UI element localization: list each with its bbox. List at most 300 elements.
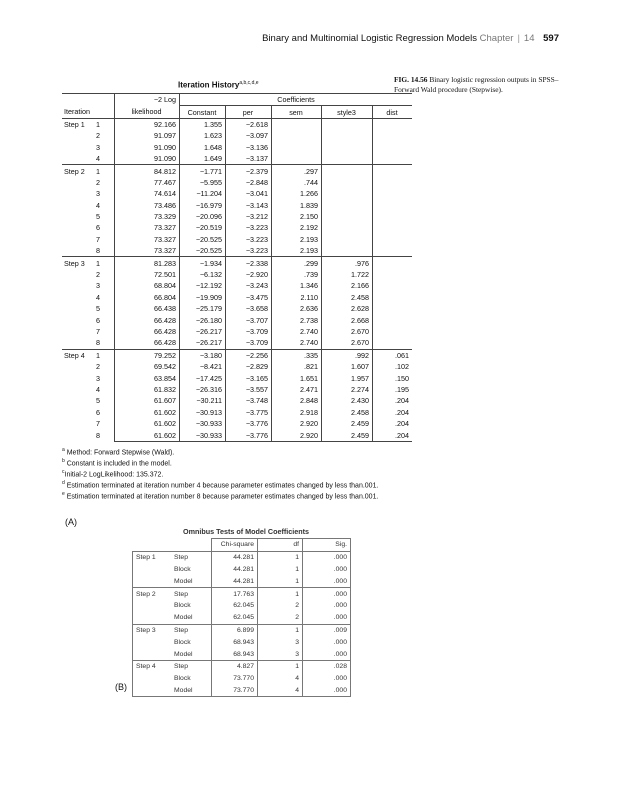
table-cell: 68.943 [212,648,258,660]
table-cell [373,188,413,199]
table-cell [272,142,322,153]
header-chapter-label: Chapter [479,33,514,44]
table-cell: 69.542 [115,361,180,372]
table-cell [322,211,373,222]
panel-label-a: (A) [65,517,77,527]
table-cell: .000 [303,648,351,660]
table-cell [373,177,413,188]
table-cell: 73.327 [115,234,180,245]
step-spacer [62,326,115,337]
step-spacer [62,153,115,165]
table-cell: −26.316 [180,384,226,395]
table-cell: −1.771 [180,165,226,177]
table-cell [322,177,373,188]
table-cell: −3.775 [226,407,272,418]
table-cell: −30.933 [180,429,226,441]
table-cell: 1.266 [272,188,322,199]
table-cell: −12.192 [180,280,226,291]
table-cell [373,118,413,130]
footnote-text: Constant is included in the model. [64,460,172,468]
table-cell [322,153,373,165]
step-label: Step 3 [133,624,172,636]
table-cell [322,130,373,141]
table-cell: 84.812 [115,165,180,177]
table-row [62,188,412,199]
table-cell: −3.097 [226,130,272,141]
table-cell: 1.722 [322,269,373,280]
page-number: 597 [543,33,559,44]
table-row [62,372,412,383]
table-cell: 66.428 [115,326,180,337]
table-cell: 66.428 [115,314,180,325]
table-cell: 91.097 [115,130,180,141]
footnote-text: Method: Forward Stepwise (Wald). [64,449,175,457]
table-cell [322,118,373,130]
table-cell: 3 [258,636,303,648]
table-cell: 2.274 [322,384,373,395]
table-cell: 66.428 [115,337,180,349]
table-cell: 61.602 [115,407,180,418]
table-cell: 1.957 [322,372,373,383]
table-cell [322,142,373,153]
iteration-number: 1 [96,350,100,360]
table-cell: 1 [258,624,303,636]
table-cell: Step [171,551,212,563]
step-spacer [62,130,115,141]
step-label [62,257,115,269]
col-header-style3: style3 [322,106,373,118]
step-spacer [62,337,115,349]
table-cell: 1.648 [180,142,226,153]
table-row [62,395,412,406]
table-row [133,624,351,636]
iteration-number: 8 [96,246,100,256]
panel-label-b: (B) [115,682,127,692]
col-header-dist: dist [373,106,413,118]
table-cell: −2.256 [226,349,272,361]
table-cell: 2.193 [272,245,322,257]
iteration-number: 6 [96,407,100,417]
table-cell: 2.150 [272,211,322,222]
table-row [62,269,412,280]
table-cell: 68.804 [115,280,180,291]
step-spacer [62,280,115,291]
table-cell: 1.607 [322,361,373,372]
iteration-number: 2 [96,362,100,372]
table-cell: −3.180 [180,349,226,361]
iteration-number: 5 [96,212,100,222]
iteration-number: 4 [96,154,100,164]
table-cell: 44.281 [212,551,258,563]
table-cell: −3.136 [226,142,272,153]
table-cell: −3.041 [226,188,272,199]
table-cell: 4 [258,685,303,697]
iteration-number: 3 [96,189,100,199]
table-cell: 17.763 [212,588,258,600]
table-cell: 1.649 [180,153,226,165]
figure-caption [394,75,566,95]
iteration-table-title-sup: a,b,c,d,e [239,80,259,86]
table-cell: 2.458 [322,292,373,303]
table-cell: −3.223 [226,222,272,233]
table-cell: 66.804 [115,292,180,303]
table-cell [373,337,413,349]
iteration-number: 6 [96,315,100,325]
step-spacer [62,407,115,418]
table-cell: 44.281 [212,564,258,576]
iteration-number: 3 [96,281,100,291]
table-cell: 2.740 [272,326,322,337]
table-cell: .150 [373,372,413,383]
table-cell: −3.709 [226,326,272,337]
step-label-text: Step 4 [64,350,85,360]
step-label-text: Step 3 [64,258,85,268]
footnote-text: Estimation terminated at iteration number 8 because parameter estimates changed by less than.001. [64,493,379,501]
step-spacer [62,188,115,199]
table-cell: −30.913 [180,407,226,418]
table-cell: −2.618 [226,118,272,130]
table-cell: −1.934 [180,257,226,269]
iteration-number: 5 [96,304,100,314]
table-cell: −2.829 [226,361,272,372]
table-cell [322,245,373,257]
table-cell [373,222,413,233]
table-cell: 4 [258,673,303,685]
table-cell: 2.920 [272,429,322,441]
table-cell [373,326,413,337]
col-header-df: df [258,539,303,552]
table-cell: 2.193 [272,234,322,245]
step-spacer [62,211,115,222]
iteration-number: 5 [96,396,100,406]
step-spacer [62,200,115,211]
table-row [133,673,351,685]
footnote-mark: b [62,457,65,464]
step-label-text: Step 2 [64,166,85,176]
step-label [62,118,115,130]
table-cell: 2 [258,600,303,612]
step-spacer [62,234,115,245]
step-spacer [62,361,115,372]
col-header-sem: sem [272,106,322,118]
step-spacer [133,600,172,612]
table-cell: 68.943 [212,636,258,648]
footnote [62,480,392,491]
table-row [62,245,412,257]
table-cell: −3.776 [226,429,272,441]
table-cell: .204 [373,395,413,406]
header-chapter-number: 14 [523,33,535,44]
table-cell: .204 [373,407,413,418]
footnote-mark: a [62,447,65,453]
table-cell: 81.283 [115,257,180,269]
table-cell: 6.899 [212,624,258,636]
step-spacer [133,648,172,660]
step-spacer [133,612,172,624]
table-cell: 61.832 [115,384,180,395]
table-row [62,361,412,372]
omnibus-table-title: Omnibus Tests of Model Coefficients [183,527,310,536]
table-cell: Block [174,638,191,646]
table-cell: .204 [373,418,413,429]
table-cell: .299 [272,257,322,269]
col-header-loglik: −2 Log [115,94,180,106]
table-row [62,153,412,165]
iteration-number: 3 [96,373,100,383]
table-row [133,685,351,697]
figure-caption-text: Binary logistic regression outputs in SPSS–Forward Wald procedure (Stepwise). [394,75,559,94]
footnote [62,458,392,469]
table-row [133,660,351,672]
table-row [62,326,412,337]
table-row [62,130,412,141]
table-row [62,418,412,429]
table-cell: 61.602 [115,418,180,429]
table-cell: −19.909 [180,292,226,303]
table-cell: 63.854 [115,372,180,383]
step-spacer [62,222,115,233]
iteration-table-title-text: Iteration History [178,80,240,90]
table-cell [322,200,373,211]
table-cell: 73.329 [115,211,180,222]
table-cell: 2.192 [272,222,322,233]
table-cell: 77.467 [115,177,180,188]
table-row [62,211,412,222]
table-cell: 66.438 [115,303,180,314]
table-cell [373,142,413,153]
step-spacer [62,292,115,303]
table-row [133,564,351,576]
col-header-sig: Sig. [303,539,351,552]
table-cell [373,153,413,165]
step-spacer [62,372,115,383]
table-cell: −30.933 [180,418,226,429]
table-cell [373,200,413,211]
footnote-mark: e [62,490,65,497]
table-row [62,384,412,395]
table-cell: 91.090 [115,153,180,165]
iteration-number: 4 [96,384,100,394]
table-cell: −26.180 [180,314,226,325]
table-cell: −3.165 [226,372,272,383]
table-cell: 2.848 [272,395,322,406]
iteration-number: 2 [96,177,100,187]
table-cell: −3.709 [226,337,272,349]
table-cell [373,280,413,291]
table-row [133,551,351,563]
iteration-history-table [62,93,412,442]
header-title: Binary and Multinomial Logistic Regression Models [262,33,477,44]
footnote-mark: d [62,479,65,486]
table-cell: 1 [258,588,303,600]
table-cell: Model [171,685,212,697]
table-cell: 1.346 [272,280,322,291]
table-cell: 62.045 [212,612,258,624]
table-cell: .739 [272,269,322,280]
step-spacer [62,245,115,257]
table-cell: −5.955 [180,177,226,188]
table-cell: −20.096 [180,211,226,222]
step-label [62,349,115,361]
table-cell: 3 [258,648,303,660]
table-cell: .000 [303,564,351,576]
table-cell: .976 [322,257,373,269]
table-cell: .000 [303,612,351,624]
iteration-number: 6 [96,223,100,233]
table-row [62,118,412,130]
table-cell: .821 [272,361,322,372]
table-cell: 44.281 [212,575,258,587]
table-cell [272,130,322,141]
step-spacer [62,142,115,153]
table-cell: −3.475 [226,292,272,303]
table-cell [373,292,413,303]
table-row [62,303,412,314]
table-cell: 72.501 [115,269,180,280]
step-label [62,165,115,177]
table-cell: 2.471 [272,384,322,395]
col-header-coefficients: Coefficients [180,94,413,106]
col-header-chi-square: Chi-square [212,539,258,552]
iteration-number: 4 [96,292,100,302]
table-row [133,600,351,612]
table-cell: 2.459 [322,429,373,441]
iteration-number: 3 [96,142,100,152]
table-row [62,349,412,361]
table-cell: 2.668 [322,314,373,325]
table-cell: .000 [303,636,351,648]
table-row [62,292,412,303]
table-row [62,142,412,153]
table-row [133,636,351,648]
table-cell: 2 [258,612,303,624]
table-cell: Model [174,650,193,658]
table-cell: .061 [373,349,413,361]
table-cell: −20.525 [180,245,226,257]
col-header-iteration: Iteration [62,106,115,118]
table-cell: Block [174,675,191,683]
step-spacer [133,673,172,685]
table-row [62,234,412,245]
omnibus-tests-table [132,538,351,697]
table-cell: 2.918 [272,407,322,418]
iteration-number: 2 [96,270,100,280]
step-label-text: Step 1 [64,119,85,129]
iteration-table-title [178,80,259,90]
table-row [133,612,351,624]
step-spacer [62,384,115,395]
table-cell: −17.425 [180,372,226,383]
table-cell: −3.223 [226,245,272,257]
footnote-mark: c [62,468,65,475]
table-cell: −3.243 [226,280,272,291]
step-spacer [133,564,172,576]
iteration-number: 1 [96,166,100,176]
table-cell: 61.602 [115,429,180,441]
table-cell: −25.179 [180,303,226,314]
footnote-text: Estimation terminated at iteration number 4 because parameter estimates changed by less than.001. [64,482,379,490]
footnote [62,469,392,480]
table-cell: −3.137 [226,153,272,165]
table-cell: −16.979 [180,200,226,211]
table-row [133,588,351,600]
step-spacer [62,269,115,280]
table-cell: 2.458 [322,407,373,418]
table-cell: 62.045 [212,600,258,612]
table-cell: −30.211 [180,395,226,406]
step-spacer [133,575,172,587]
table-cell: Model [174,577,193,585]
table-cell: 2.628 [322,303,373,314]
running-header: Binary and Multinomial Logistic Regression Models Chapter | 14 597 [262,33,559,44]
table-row [62,222,412,233]
table-cell [373,303,413,314]
table-cell [373,211,413,222]
table-cell [373,234,413,245]
table-cell: 2.670 [322,326,373,337]
table-cell [322,234,373,245]
table-cell: .000 [303,575,351,587]
table-cell: 2.920 [272,418,322,429]
table-cell: 91.090 [115,142,180,153]
footnote [62,491,392,502]
table-row [62,429,412,441]
table-cell: Model [174,614,193,622]
step-spacer [62,418,115,429]
step-spacer [62,429,115,441]
table-cell: 2.740 [272,337,322,349]
table-cell: .009 [303,624,351,636]
step-spacer [62,395,115,406]
col-header-per: per [226,106,272,118]
table-cell: .000 [303,551,351,563]
table-cell [272,118,322,130]
table-row [62,257,412,269]
table-cell: −3.143 [226,200,272,211]
table-row [62,314,412,325]
table-cell: 2.738 [272,314,322,325]
table-cell: −26.217 [180,337,226,349]
table-cell: 1 [258,564,303,576]
table-cell [272,153,322,165]
step-label: Step 4 [133,660,172,672]
table-cell [373,257,413,269]
table-cell: 74.614 [115,188,180,199]
iteration-number: 7 [96,234,100,244]
table-row [62,165,412,177]
table-row [62,280,412,291]
table-cell: 1.355 [180,118,226,130]
table-cell: .000 [303,588,351,600]
iteration-number: 2 [96,131,100,141]
iteration-number: 7 [96,327,100,336]
table-cell: Step [171,588,212,600]
table-cell: 1 [258,551,303,563]
table-cell: −2.920 [226,269,272,280]
table-cell: −20.519 [180,222,226,233]
table-row [62,407,412,418]
table-cell: −3.707 [226,314,272,325]
table-cell: 2.166 [322,280,373,291]
table-row [133,575,351,587]
table-cell [322,222,373,233]
table-cell [322,165,373,177]
footnote-text: Initial-2 LogLikelihood: 135.372. [64,471,164,479]
table-cell: −3.776 [226,418,272,429]
table-cell: 2.670 [322,337,373,349]
step-spacer [133,636,172,648]
iteration-number: 7 [96,419,100,429]
